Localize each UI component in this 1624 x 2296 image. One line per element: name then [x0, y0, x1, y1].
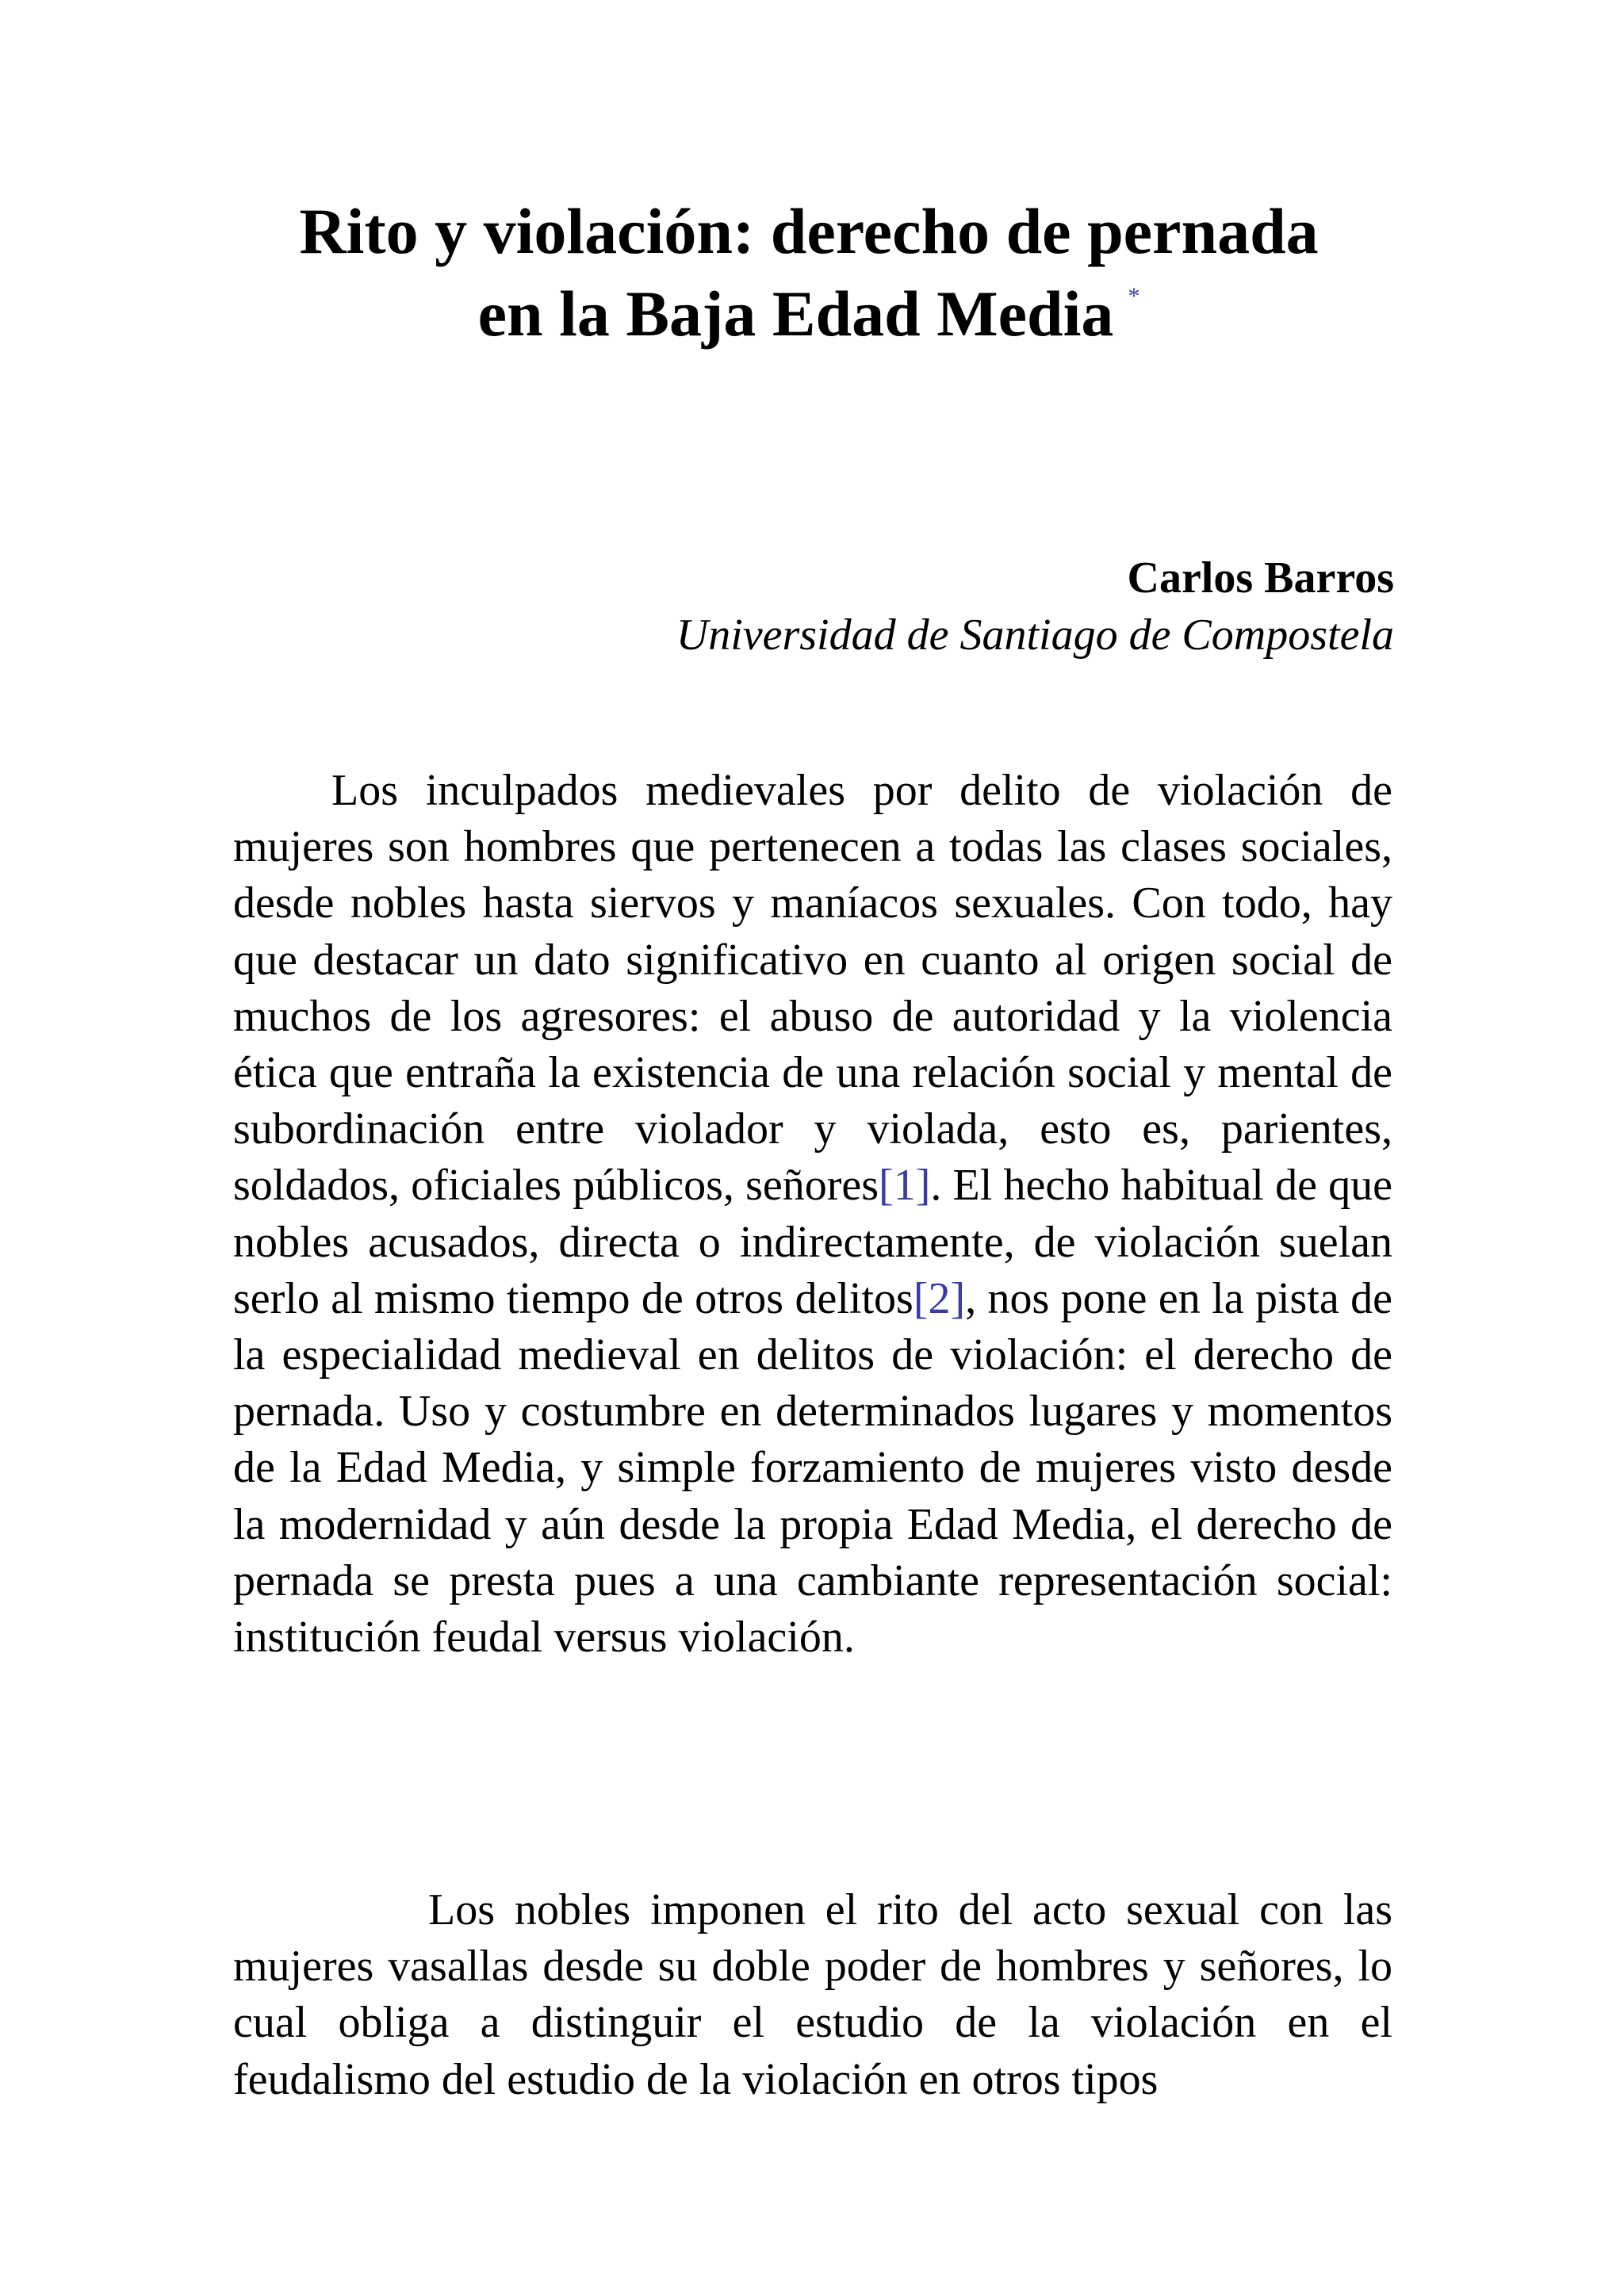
author-name: Carlos Barros	[1127, 553, 1394, 603]
title-line-2-text: en la Baja Edad Media	[477, 277, 1114, 350]
paragraph-1-text-part-3: , nos pone en la pista de la especialidad medieval en delitos de violación: el derecho de pernada. Uso y costumbre en determinados lugares y momentos de la Edad Media, y simple forzamiento de mujeres visto desde la modernidad y aún desde la propia Edad Media, el derecho de pernada se presta pues a una cambiante representación social: institución feudal versus violación.	[233, 1273, 1392, 1663]
title-footnote-link[interactable]: *	[1128, 283, 1140, 309]
footnote-link-2[interactable]: [2]	[913, 1273, 966, 1323]
author-affiliation: Universidad de Santiago de Compostela	[676, 610, 1394, 660]
title-line-2	[174, 273, 1443, 355]
body-paragraph-2: Los nobles imponen el rito del acto sexual con las mujeres vasallas desde su doble poder de hombres y señores, lo cual obliga a distinguir el estudio de la violación en el feudalismo del estudio de la violación en otros tipos	[233, 1885, 1392, 2104]
page-title	[174, 190, 1443, 355]
paragraph-1-text-part-2: . El hecho habitual de que nobles acusados, directa o indirectamente, de violación suelan serlo al mismo tiempo de otros delitos	[233, 1161, 1392, 1323]
footnote-link-1[interactable]: [1]	[879, 1161, 931, 1211]
body-paragraph-1	[233, 763, 1392, 1666]
title-line-1: Rito y violación: derecho de pernada	[299, 195, 1319, 267]
paragraph-1-text-part-1: Los inculpados medievales por delito de violación de mujeres son hombres que pertenecen a todas las clases sociales, desde nobles hasta siervos y maníacos sexuales. Con todo, hay que destacar un dato significativo en cuanto al origen social de muchos de los agresores: el abuso de autoridad y la violencia ética que entraña la existencia de una relación social y mental de subordinación entre violador y violada, esto es, parientes, soldados, oficiales públicos, señores	[233, 766, 1392, 1211]
